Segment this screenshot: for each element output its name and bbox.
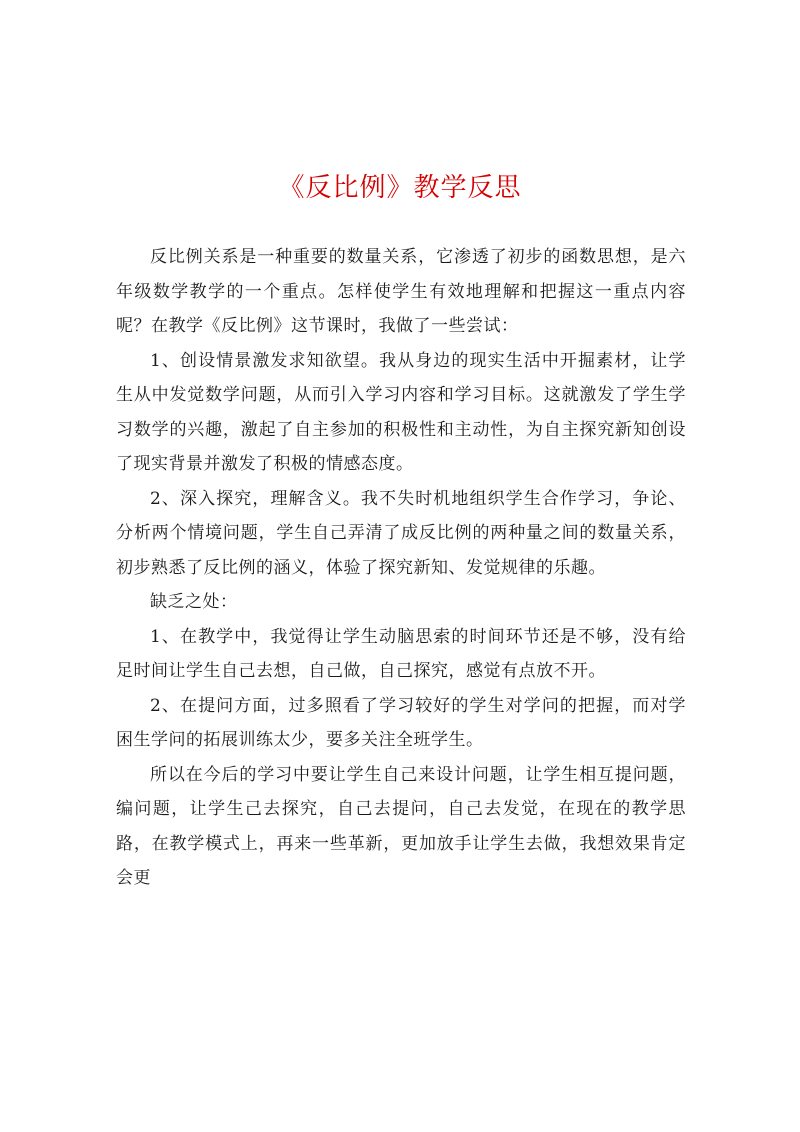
document-body: [116, 240, 686, 896]
paragraph-point-2: 2、深入探究，理解含义。我不失时机地组织学生合作学习，争论、分析两个情境问题，学生自己弄清了成反比例的两种量之间的数量关系，初步熟悉了反比例的涵义，体验了探究新知、发觉规律的乐趣。: [116, 488, 686, 578]
paragraph-point-1: 1、创设情景激发求知欲望。我从身边的现实生活中开掘素材，让学生从中发觉数学问题，从而引入学习内容和学习目标。这就激发了学生学习数学的兴趣，激起了自主参加的积极性和主动性，为自主探究新知创设了现实背景并激发了积极的情感态度。: [116, 350, 686, 474]
paragraph-shortcoming-1: 1、在教学中，我觉得让学生动脑思索的时间环节还是不够，没有给足时间让学生自己去想，自己做，自己探究，感觉有点放不开。: [116, 626, 686, 681]
paragraph-shortcomings-heading: 缺乏之处：: [150, 592, 238, 612]
paragraph-shortcoming-2: 2、在提问方面，过多照看了学习较好的学生对学问的把握，而对学困生学问的拓展训练太少，要多关注全班学生。: [116, 695, 686, 750]
paragraph-conclusion: 所以在今后的学习中要让学生自己来设计问题，让学生相互提问题，编问题，让学生己去探究，自己去提问，自己去发觉，在现在的教学思路，在教学模式上，再来一些革新，更加放手让学生去做，我想效果肯定会更: [116, 764, 686, 888]
paragraph-intro: 反比例关系是一种重要的数量关系，它渗透了初步的函数思想，是六年级数学教学的一个重点。怎样使学生有效地理解和把握这一重点内容呢？在教学《反比例》这节课时，我做了一些尝试：: [116, 247, 686, 336]
document-title: 《反比例》教学反思: [278, 173, 522, 203]
